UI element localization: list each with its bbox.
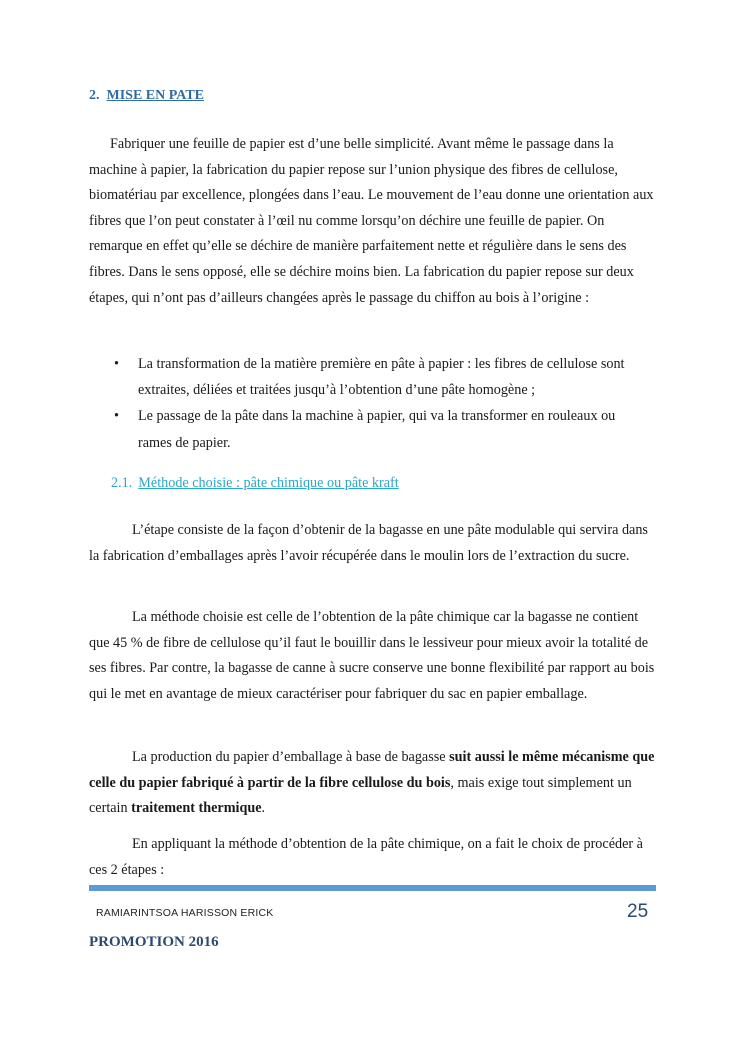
bullet-item [114,403,634,455]
paragraph-3-text: , mais exige tout simplement un certain [89,774,632,817]
section-number: 2. [89,88,100,103]
subsection-heading [111,475,399,492]
paragraph-1: L’étape consiste de la façon d’obtenir de la bagasse en une pâte modulable qui servira dans la fabrication d’emballages après l’avoir récupérée dans le moulin lors de l’extraction du sucre. [89,522,648,564]
footer-rule [89,885,656,891]
paragraph-3-bold: suit aussi le même mécanisme que celle du papier fabriqué à partir de la fibre cellulose du bois [89,749,655,791]
section-title: MISE EN PATE [106,88,204,103]
bullet-text: La transformation de la matière première en pâte à papier : les fibres de cellulose sont extraites, déliées et traitées jusqu’à l’obtention d’une pâte homogène ; [138,356,625,399]
bullet-icon: • [114,408,119,425]
page-number: 25 [627,901,649,922]
paragraph-3 [89,745,659,822]
bullet-list [114,351,634,456]
paragraph-3-text: La production du papier d’emballage à base de bagasse [132,749,450,765]
subsection-number: 2.1. [111,475,133,491]
paragraph-3-bold: traitement thermique [131,800,262,817]
section-heading [89,88,204,104]
footer-author: RAMIARINTSOA HARISSON ERICK [96,907,274,919]
bullet-item [114,351,634,403]
subsection-title: Méthode choisie : pâte chimique ou pâte kraft [138,475,399,491]
bullet-text: Le passage de la pâte dans la machine à papier, qui va la transformer en rouleaux ou rames de papier. [138,408,616,451]
bullet-icon: • [114,356,119,372]
footer-promotion: PROMOTION 2016 [89,934,219,950]
intro-paragraph: Fabriquer une feuille de papier est d’une belle simplicité. Avant même le passage dans la machine à papier, la fabrication du papier repose sur l’union physique des fibres de cellulose, biomatériau par excellence, plongées dans l’eau. Le mouvement de l’eau donne une orientation aux fibres que l’on peut constater à l’œil nu comme lorsqu’on déchire une feuille de papier. On remarque en effet qu’elle se déchire de manière parfaitement nette et régulière dans le sens des fibres. Dans le sens opposé, elle se déchire moins bien. La fabrication du papier repose sur deux étapes, qui n’ont pas d’ailleurs changées après le passage du chiffon au bois à l’origine : [89,136,654,306]
paragraph-3-text: . [261,800,266,817]
paragraph-4: En appliquant la méthode d’obtention de la pâte chimique, on a fait le choix de procéder à ces 2 étapes : [89,836,643,878]
paragraph-2: La méthode choisie est celle de l’obtention de la pâte chimique car la bagasse ne contient que 45 % de fibre de cellulose qu’il faut le bouillir dans le lessiveur pour mieux avoir la totalité de ses fibres. Par contre, la bagasse de canne à sucre conserve une bonne flexibilité par rapport au bois qui le met en avantage de mieux caractériser pour fabriquer du sac en papier emballage. [89,609,655,702]
